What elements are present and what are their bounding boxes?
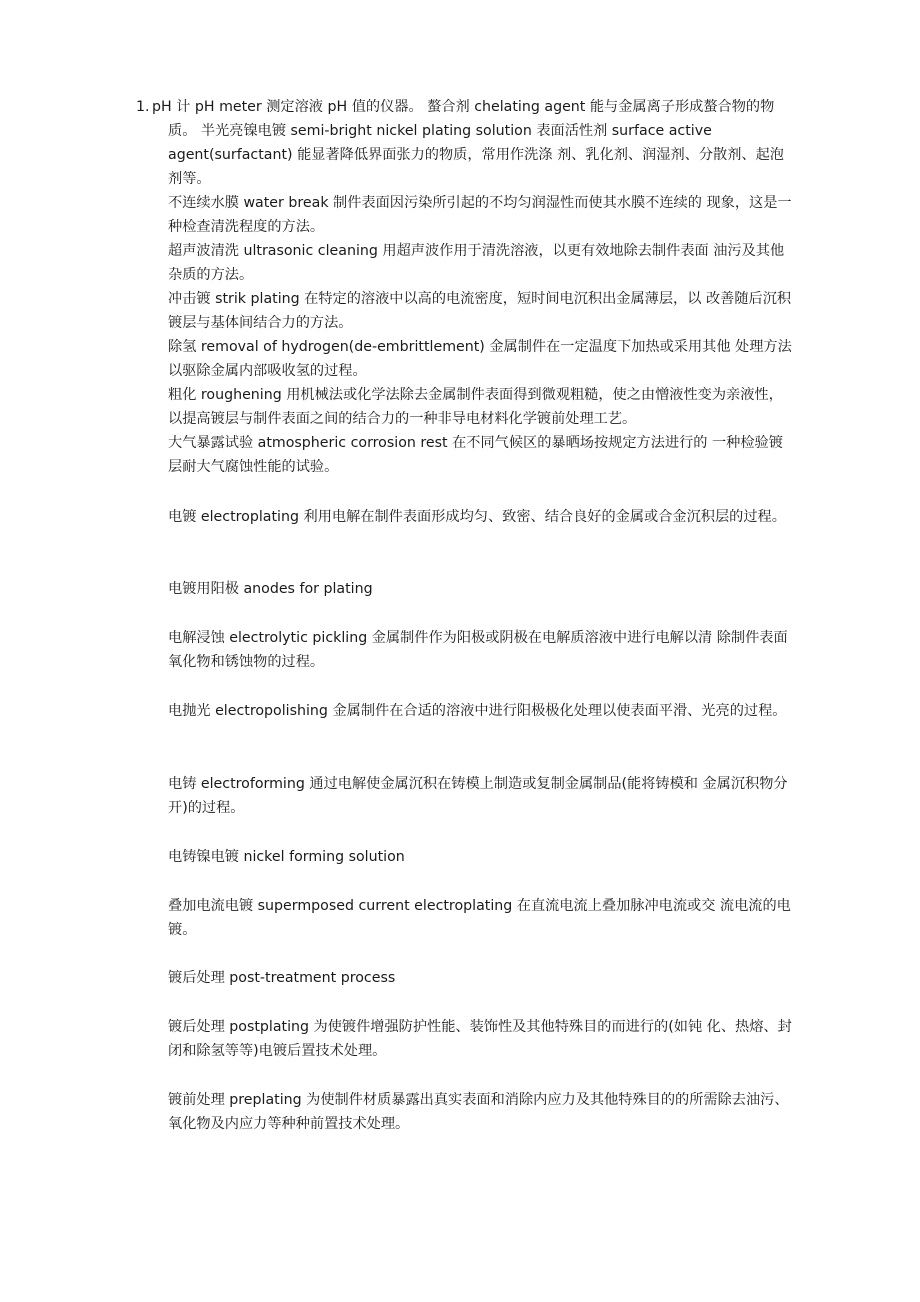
paragraph-nickel-forming: 电铸镍电镀 nickel forming solution <box>168 849 405 865</box>
paragraph-preplating: 镀前处理 preplating 为使制件材质暴露出真实表面和消除内应力及其他特殊目的的所需除去油污、氧化物及内应力等种种前置技术处理。 <box>168 1092 789 1132</box>
paragraph-post-treatment-process: 镀后处理 post-treatment process <box>168 970 396 986</box>
paragraph-roughening: 粗化 roughening 用机械法或化学法除去金属制件表面得到微观粗糙，使之由憎液性变为亲液性，以提高镀层与制件表面之间的结合力的一种非导电材料化学镀前处理工艺。 <box>168 387 783 427</box>
paragraph-ultrasonic-cleaning: 超声波清洗 ultrasonic cleaning 用超声波作用于清洗溶液，以更有效地除去制件表面 油污及其他杂质的方法。 <box>168 243 785 283</box>
paragraph-strike-plating: 冲击镀 strik plating 在特定的溶液中以高的电流密度，短时间电沉积出金属薄层，以 改善随后沉积镀层与基体间结合力的方法。 <box>168 291 792 331</box>
paragraph-electrolytic-pickling: 电解浸蚀 electrolytic pickling 金属制件作为阳极或阴极在电解质溶液中进行电解以清 除制件表面氧化物和锈蚀物的过程。 <box>168 630 788 670</box>
paragraph-water-break: 不连续水膜 water break 制件表面因污染所引起的不均匀润湿性而使其水膜不连续的 现象，这是一种检查清洗程度的方法。 <box>168 195 792 235</box>
paragraph-electroforming: 电铸 electroforming 通过电解使金属沉积在铸模上制造或复制金属制品(能将铸模和 金属沉积物分开)的过程。 <box>168 776 788 816</box>
paragraph-ph-meter: pH 计 pH meter 测定溶液 pH 值的仪器。 螯合剂 chelating agent 能与金属离子形成螯合物的物质。 半光亮镍电镀 semi-bright nickel plating solution 表面活性剂 surface active agent(surfactant) 能显著降低界面张力的物质，常用作洗涤 剂、乳化剂、润湿剂、分散剂、起泡剂等。 <box>152 99 784 187</box>
paragraph-electropolishing: 电抛光 electropolishing 金属制件在合适的溶液中进行阳极极化处理以使表面平滑、光亮的过程。 <box>168 703 787 719</box>
list-number: 1. <box>136 99 150 115</box>
paragraph-postplating: 镀后处理 postplating 为使镀件增强防护性能、装饰性及其他特殊目的而进行的(如钝 化、热熔、封闭和除氢等等)电镀后置技术处理。 <box>168 1019 792 1059</box>
paragraph-hydrogen-removal: 除氢 removal of hydrogen(de-embrittlement) 金属制件在一定温度下加热或采用其他 处理方法以驱除金属内部吸收氢的过程。 <box>168 339 792 379</box>
paragraph-anodes: 电镀用阳极 anodes for plating <box>168 581 373 597</box>
list-item-1 <box>136 95 796 191</box>
paragraph-electroplating: 电镀 electroplating 利用电解在制件表面形成均匀、致密、结合良好的金属或合金沉积层的过程。 <box>168 509 786 525</box>
paragraph-superimposed-current: 叠加电流电镀 supermposed current electroplating 在直流电流上叠加脉冲电流或交 流电流的电镀。 <box>168 898 791 938</box>
paragraph-atmospheric-corrosion: 大气暴露试验 atmospheric corrosion rest 在不同气候区的暴晒场按规定方法进行的 一种检验镀层耐大气腐蚀性能的试验。 <box>168 435 783 475</box>
